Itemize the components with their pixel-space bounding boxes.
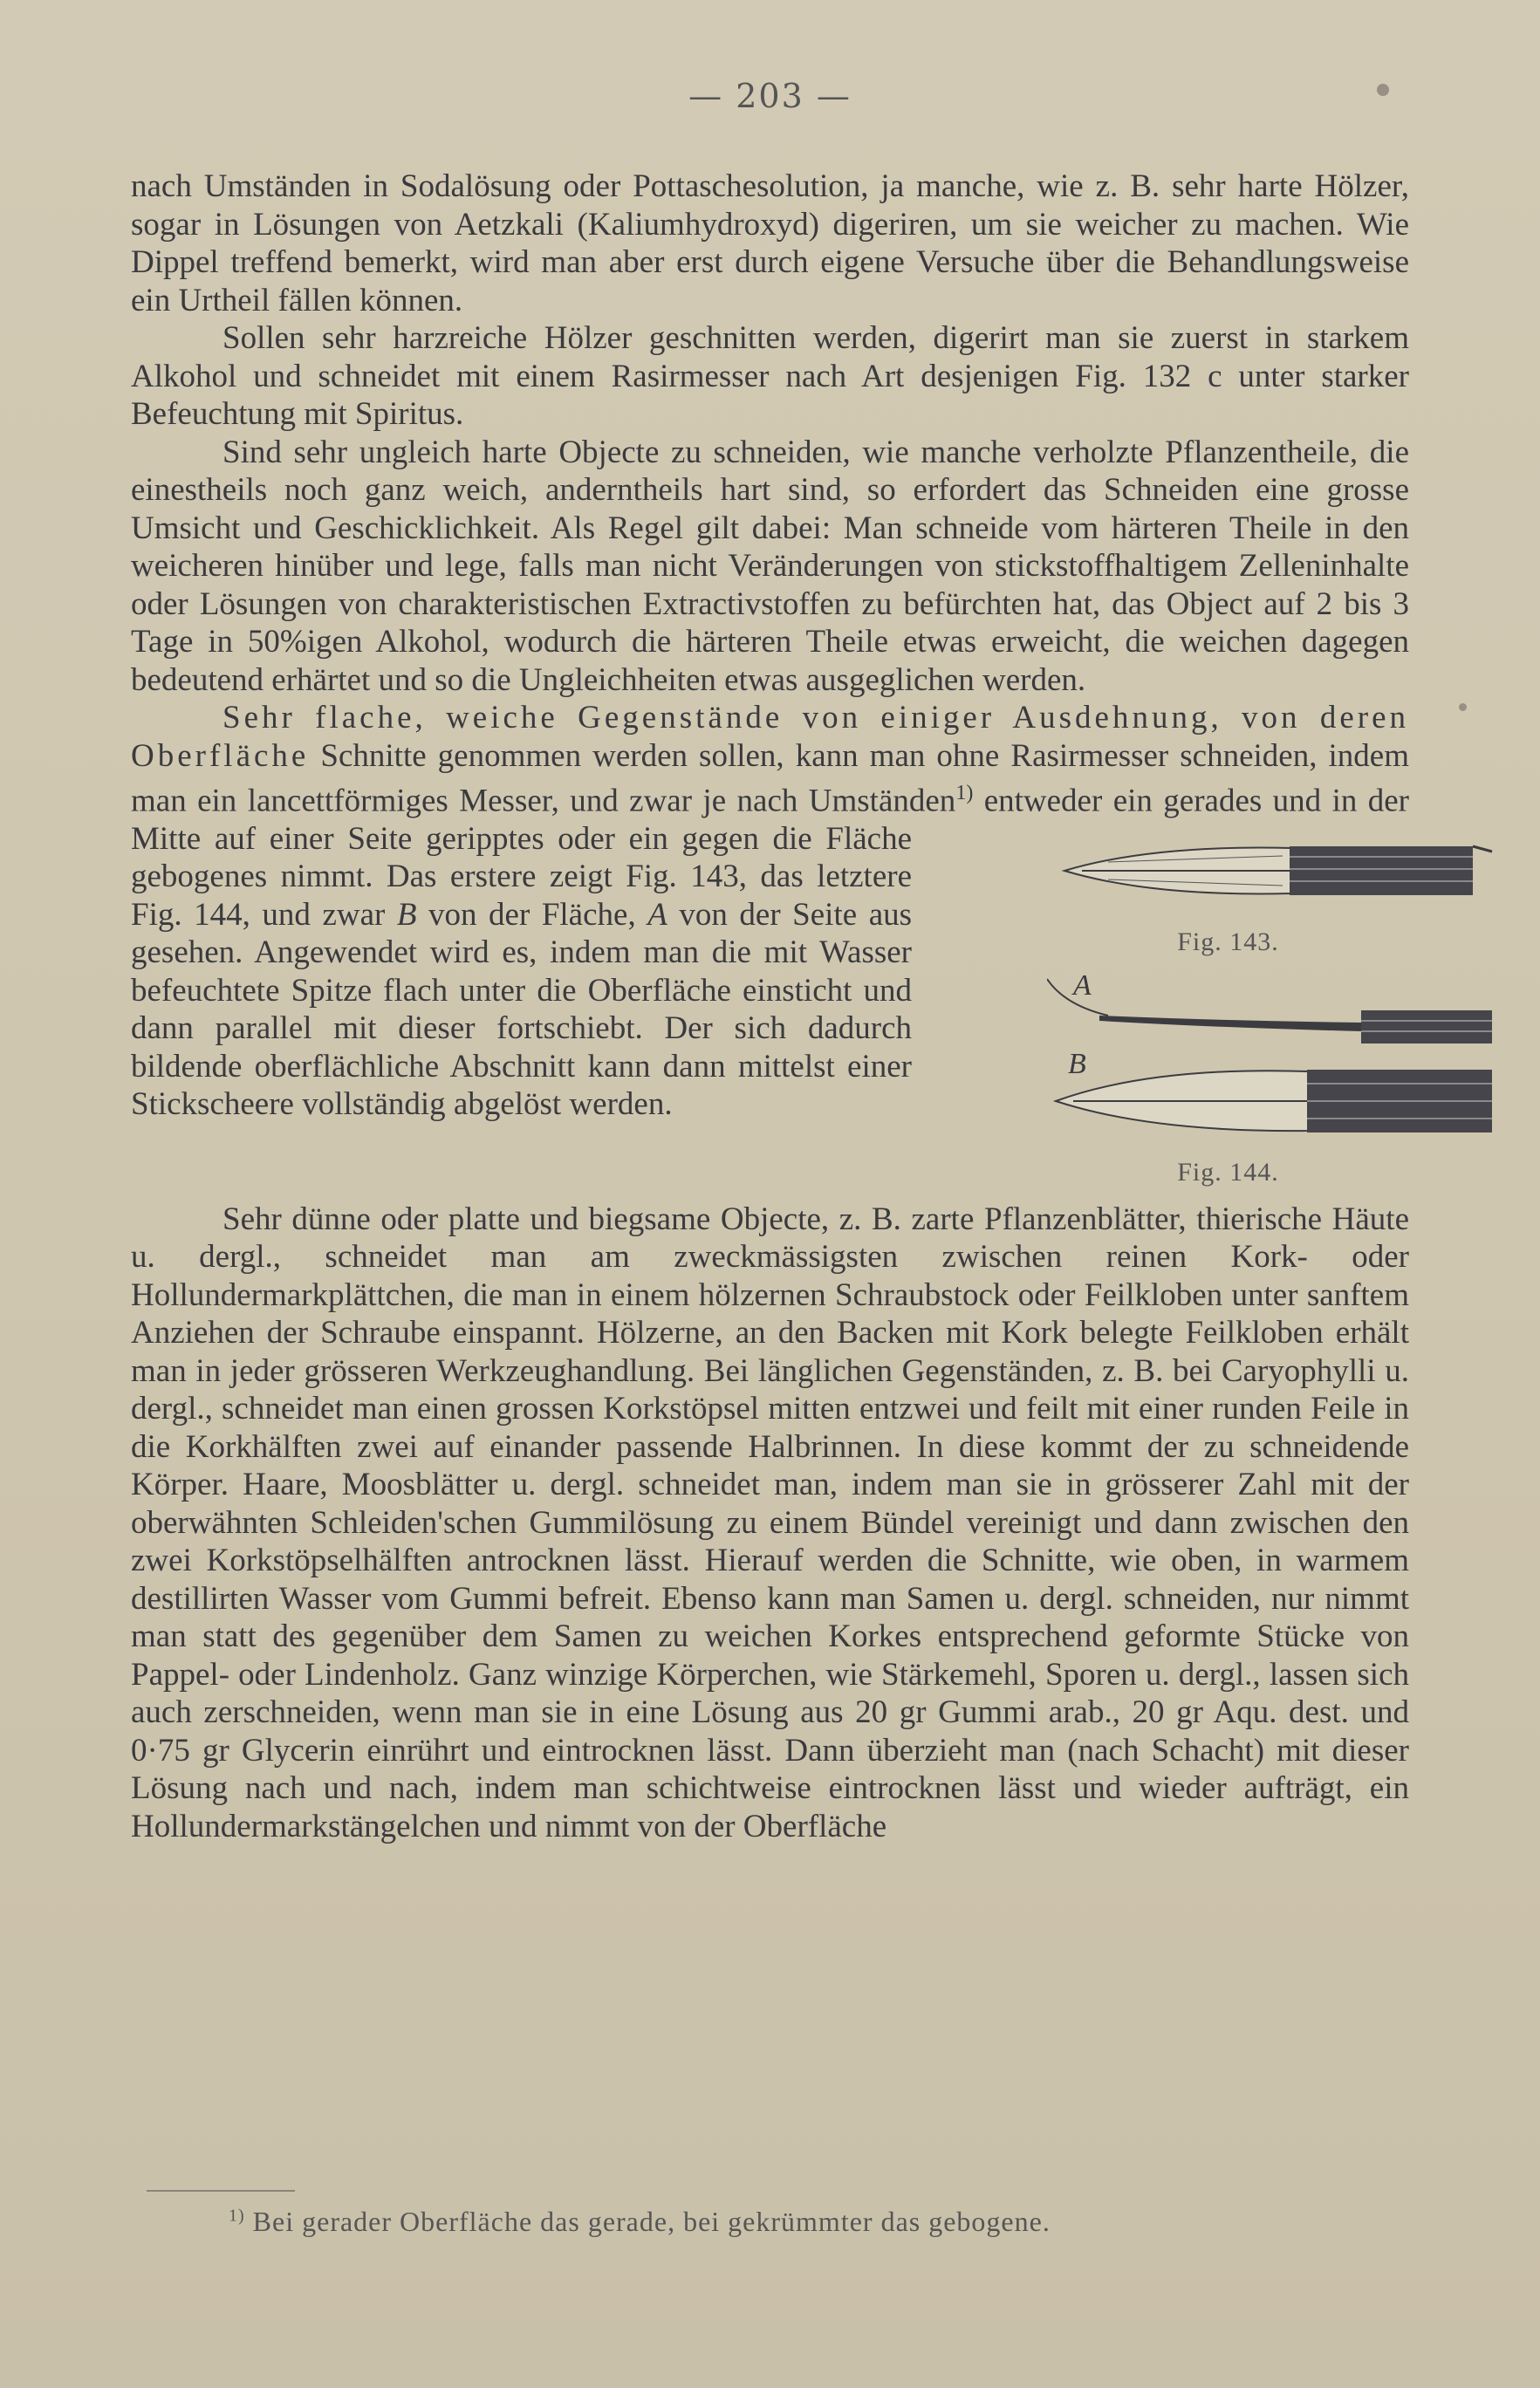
paper-blemish bbox=[1377, 84, 1389, 96]
footnote bbox=[229, 2206, 1051, 2238]
paragraph-2: Sollen sehr harzreiche Hölzer geschnitten werden, digerirt man sie zuerst in starkem Alkohol und schneidet mit einem Rasirmesser nach Art desjenigen Fig. 132 c unter starker Befeuchtung mit Spiritus. bbox=[131, 320, 1409, 432]
paragraph-3: Sind sehr ungleich harte Objecte zu schneiden, wie manche verholzte Pflanzentheile, die einestheils noch ganz weich, anderntheils hart sind, so erfordert das Schneiden eine grosse Umsicht und Geschicklichkeit. Als Regel gilt dabei: Man schneide vom härteren Theile in den weicheren hinüber und lege, falls man nicht Veränderungen von stickstoffhaltigem Zelleninhalte oder Lösungen von charakteristischen Extractivstoffen zu befürchten hat, das Object auf 2 bis 3 Tage in 50%igen Alkohol, wodurch die härteren Theile etwas erweicht, die weichen dagegen bedeutend erhärtet und so die Ungleichheiten etwas ausgeglichen werden. bbox=[131, 434, 1409, 698]
spaced-emphasis: Sehr flache, weiche Gegenstände von einiger Ausdehnung, von deren Oberfläche bbox=[131, 700, 1409, 774]
body-text bbox=[131, 168, 1409, 1845]
label-b: B bbox=[1068, 1047, 1086, 1080]
italic-b: B bbox=[396, 896, 417, 933]
paragraph-1: nach Umständen in Sodalösung oder Pottaschesolution, ja manche, wie z. B. sehr harte Hölzer, sogar in Lösungen von Aetzkali (Kaliumhydroxyd) digeriren, um sie weicher zu machen. Wie Dippel treffend bemerkt, wird man aber erst durch eigene Versuche über die Behandlungsweise ein Urtheil fällen können. bbox=[131, 168, 1409, 318]
label-a: A bbox=[1073, 969, 1092, 1002]
italic-a: A bbox=[647, 896, 667, 933]
figure-143-caption: Fig. 143. bbox=[1177, 927, 1279, 957]
figure-144-caption: Fig. 144. bbox=[1177, 1158, 1279, 1187]
page-number: — 203 — bbox=[688, 77, 852, 115]
paragraph-4-part-a: Schnitte genommen werden sollen, kann man ohne Rasirmesser schneiden, indem man ein lancettförmiges Messer, und zwar je nach Umständen bbox=[131, 737, 1409, 819]
paper-blemish bbox=[1459, 703, 1467, 711]
paragraph-4-mid: von der Fläche, bbox=[416, 896, 648, 933]
paragraph-4-end: von der Seite aus gesehen. Angewendet wird es, indem man die mit Wasser befeuchtete Spitze flach unter die Oberfläche einsticht und dann parallel mit dieser fortschiebt. Der sich dadurch bildende oberflächliche Abschnitt kann dann mittelst einer Stickscheere vollständig abgelöst werden. bbox=[131, 896, 913, 1123]
figure-block bbox=[955, 827, 1409, 1192]
paragraph-4 bbox=[131, 699, 1409, 1187]
curved-knife-drawing bbox=[1047, 970, 1501, 1145]
paragraph-5: Sehr dünne oder platte und biegsame Objecte, z. B. zarte Pflanzenblätter, thierische Häute u. dergl., schneidet man am zweckmässigsten zwischen reinen Kork- oder Hollundermarkplättchen, die man in einem hölzernen Schraubstock oder Feilkloben unter sanftem Anziehen der Schraube einspannt. Hölzerne, an den Backen mit Kork belegte Feilkloben erhält man in jeder grösseren Werkzeughandlung. Bei länglichen Gegenständen, z. B. bei Caryophylli u. dergl., schneidet man einen grossen Korkstöpsel mitten entzwei und feilt mit einer runden Feile in die Korkhälften zwei auf einander passende Halbrinnen. In diese kommt der zu schneidende Körper. Haare, Moosblätter u. dergl. schneidet man, indem man sie in grösserer Zahl mit der oberwähnten Schleiden'schen Gummilösung zu einem Bündel vereinigt und dann zwischen den zwei Korkstöpselhälften antrocknen lässt. Hierauf werden die Schnitte, wie oben, in warmem destillirten Wasser vom Gummi befreit. Ebenso kann man Samen u. dergl. schneiden, nur nimmt man statt des gegenüber dem Samen zu weichen Korkes entsprechend geformte Stücke von Pappel- oder Lindenholz. Ganz winzige Körperchen, wie Stärkemehl, Sporen u. dergl., lassen sich auch zerschneiden, wenn man sie in eine Lösung aus 20 gr Gummi arab., 20 gr Aqu. dest. und 0·75 gr Glycerin einrührt und eintrocknen lässt. Dann überzieht man (nach Schacht) mit dieser Lösung nach und nach, indem man schichtweise eintrocknen lässt und wieder aufträgt, ein Hollundermarkstängelchen und nimmt von der Oberfläche bbox=[131, 1201, 1409, 1844]
paragraph-4-part-b: entweder ein gerades und in der Mitte auf einer Seite geripptes oder ein gegen die Fläche gebogenes nimmt. Das erstere zeigt Fig. 143, das letztere Fig. 144, und zwar bbox=[131, 783, 1409, 933]
figure-144 bbox=[955, 970, 1409, 1192]
footnote-text: Bei gerader Oberfläche das gerade, bei gekrümmter das gebogene. bbox=[244, 2206, 1051, 2237]
footnote-rule bbox=[147, 2190, 295, 2192]
footnote-reference: 1) bbox=[955, 782, 974, 804]
figure-143 bbox=[955, 827, 1409, 961]
straight-knife-drawing bbox=[1047, 827, 1501, 914]
footnote-mark: 1) bbox=[229, 2206, 245, 2226]
